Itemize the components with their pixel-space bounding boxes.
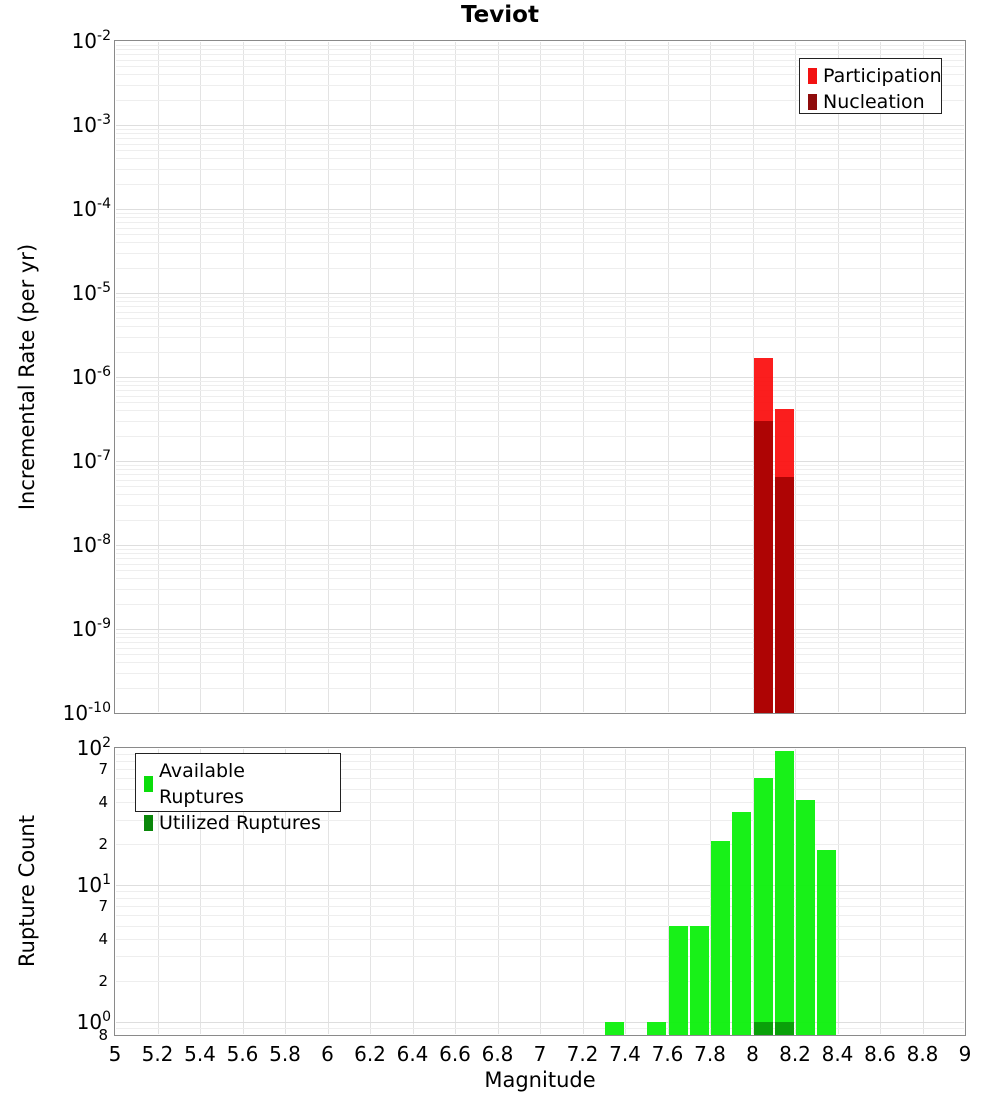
gridline-h-minor [116,505,964,506]
legend-item-participation [808,63,942,89]
gridline-h-minor [116,898,964,899]
gridline-h-minor [116,129,964,130]
gridline-h-minor [116,49,964,50]
gridline-h-minor [116,242,964,243]
chart-title: Teviot [461,2,539,28]
gridline-h-minor [116,494,964,495]
gridline-h-minor [116,396,964,397]
bar-utilized [775,1022,794,1035]
gridline-h-minor [116,217,964,218]
gridline-h-minor [116,410,964,411]
gridline-h-minor [116,906,964,907]
available-ruptures-swatch [144,776,153,792]
gridline-h-major [116,545,964,546]
legend-item-available [144,758,332,810]
x-tick-label: 7.4 [609,1042,641,1066]
gridline-h-minor [116,981,964,982]
bar-available [796,800,815,1035]
gridline-h-minor [116,337,964,338]
x-tick-label: 8.6 [864,1042,896,1066]
x-tick-label: 6.8 [481,1042,514,1066]
x-tick-label: 6.4 [396,1042,429,1066]
gridline-h-minor [116,474,964,475]
gridline-h-minor [116,633,964,634]
gridline-h-minor [116,158,964,159]
gridline-h-minor [116,604,964,605]
gridline-h-minor [116,234,964,235]
gridline-h-minor [116,421,964,422]
legend-ruptures [135,753,341,834]
gridline-h-minor [116,297,964,298]
gridline-h-minor [116,578,964,579]
x-tick-label: 5.6 [226,1042,259,1066]
gridline-h-minor [116,144,964,145]
gridline-h-minor [116,891,964,892]
gridline-h-minor [116,169,964,170]
gridline-h-minor [116,549,964,550]
gridline-h-minor [116,150,964,151]
gridline-h-minor [116,926,964,927]
x-tick-label: 7 [533,1042,547,1066]
gridline-h-minor [116,637,964,638]
gridline-h-major [116,125,964,126]
gridline-h-major [116,461,964,462]
y-tick-minor-label: 7 [98,897,108,916]
gridline-h-major [116,293,964,294]
bottom-y-axis-label: Rupture Count [15,815,39,967]
gridline-h-minor [116,133,964,134]
x-tick-label: 7.8 [694,1042,726,1066]
gridline-h-minor [116,352,964,353]
x-tick-label: 8.2 [779,1042,811,1066]
y-tick-label: $10^{-9}$ [71,616,111,641]
participation-swatch [808,68,817,84]
x-tick-label: 9 [958,1042,972,1066]
nucleation-swatch [808,94,817,110]
gridline-h-minor [116,306,964,307]
y-tick-label: $10^1$ [76,872,111,897]
y-tick-label: $10^2$ [76,735,111,760]
gridline-h-minor [116,402,964,403]
utilized-ruptures-swatch [144,815,153,831]
bar-available [711,841,730,1035]
gridline-h-minor [116,381,964,382]
gridline-h-minor [116,45,964,46]
y-tick-label: $10^0$ [76,1008,111,1034]
gridline-h-minor [116,662,964,663]
gridline-h-minor [116,589,964,590]
gridline-h-minor [116,318,964,319]
bar-available [817,850,836,1035]
bar-available [775,751,794,1035]
x-tick-label: 6.2 [354,1042,386,1066]
x-tick-label: 5 [108,1042,122,1066]
y-tick-label: $10^{-7}$ [71,448,111,473]
legend-label-utilized: Utilized Ruptures [159,812,321,834]
y-tick-minor-label: 2 [98,971,108,990]
gridline-h-minor [116,553,964,554]
y-tick-minor-label: 7 [98,760,108,779]
y-tick-minor-label: 8 [98,1026,108,1044]
y-tick-label: $10^{-2}$ [71,28,111,53]
bar-available [690,926,709,1035]
gridline-h-major [116,1022,964,1023]
gridline-h-minor [116,844,964,845]
y-tick-minor-label: 4 [98,793,108,812]
gridline-h-major [116,209,964,210]
bar-utilized [754,1022,773,1035]
bar-available [732,812,751,1035]
gridline-h-minor [116,385,964,386]
y-tick-label: $10^{-6}$ [71,364,111,389]
x-tick-label: 6 [321,1042,334,1066]
x-axis-label: Magnitude [484,1068,596,1092]
gridline-h-minor [116,268,964,269]
x-tick-label: 8.8 [906,1042,939,1066]
x-tick-label: 5.8 [269,1042,301,1066]
bar-available [605,1022,624,1035]
gridline-h-minor [116,465,964,466]
gridline-h-minor [116,570,964,571]
x-tick-label: 7.2 [566,1042,599,1066]
y-tick-label: $10^{-5}$ [71,280,111,305]
legend-label-participation: Participation [823,65,942,87]
gridline-h-minor [116,939,964,940]
gridline-h-minor [116,648,964,649]
gridline-h-minor [116,564,964,565]
gridline-h-minor [116,213,964,214]
legend-item-utilized [144,810,332,836]
x-tick-label: 6.6 [439,1042,471,1066]
gridline-h-minor [116,390,964,391]
gridline-h-major [116,629,964,630]
bar-available [669,926,688,1035]
x-tick-label: 8 [746,1042,759,1066]
bar-available [647,1022,666,1035]
gridline-h-minor [116,486,964,487]
gridline-h-minor [116,228,964,229]
gridline-h-minor [116,480,964,481]
gridline-h-minor [116,326,964,327]
gridline-h-minor [116,253,964,254]
legend-label-nucleation: Nucleation [823,91,925,113]
x-tick-label: 5.4 [184,1042,216,1066]
legend-item-nucleation [808,89,933,115]
bar-nucleation [754,421,773,713]
gridline-h-minor [116,915,964,916]
gridline-h-minor [116,184,964,185]
bar-nucleation [775,477,794,713]
legend-rate [799,58,942,114]
gridline-h-minor [116,673,964,674]
gridline-h-minor [116,436,964,437]
gridline-h-minor [116,642,964,643]
gridline-h-minor [116,654,964,655]
x-tick-label: 8.4 [821,1042,854,1066]
y-tick-label: $10^{-10}$ [62,700,111,725]
gridline-h-minor [116,520,964,521]
gridline-h-major [116,885,964,886]
gridline-h-minor [116,312,964,313]
top-y-axis-label: Incremental Rate (per yr) [15,243,39,511]
gridline-h-minor [116,54,964,55]
gridline-h-major [116,377,964,378]
y-tick-label: $10^{-4}$ [71,196,111,221]
gridline-h-minor [116,222,964,223]
gridline-h-minor [116,469,964,470]
x-tick-label: 7.6 [651,1042,684,1066]
gridline-h-minor [116,956,964,957]
gridline-h-minor [116,558,964,559]
legend-label-available: Available Ruptures [159,760,246,808]
gridline-h-minor [116,1028,964,1029]
y-tick-label: $10^{-3}$ [71,112,111,137]
bar-available [754,778,773,1035]
y-tick-minor-label: 2 [98,834,108,853]
x-tick-label: 5.2 [141,1042,174,1066]
y-tick-minor-label: 4 [98,930,108,949]
gridline-h-minor [116,688,964,689]
gridline-h-minor [116,138,964,139]
gridline-h-minor [116,301,964,302]
y-tick-label: $10^{-8}$ [71,532,111,557]
